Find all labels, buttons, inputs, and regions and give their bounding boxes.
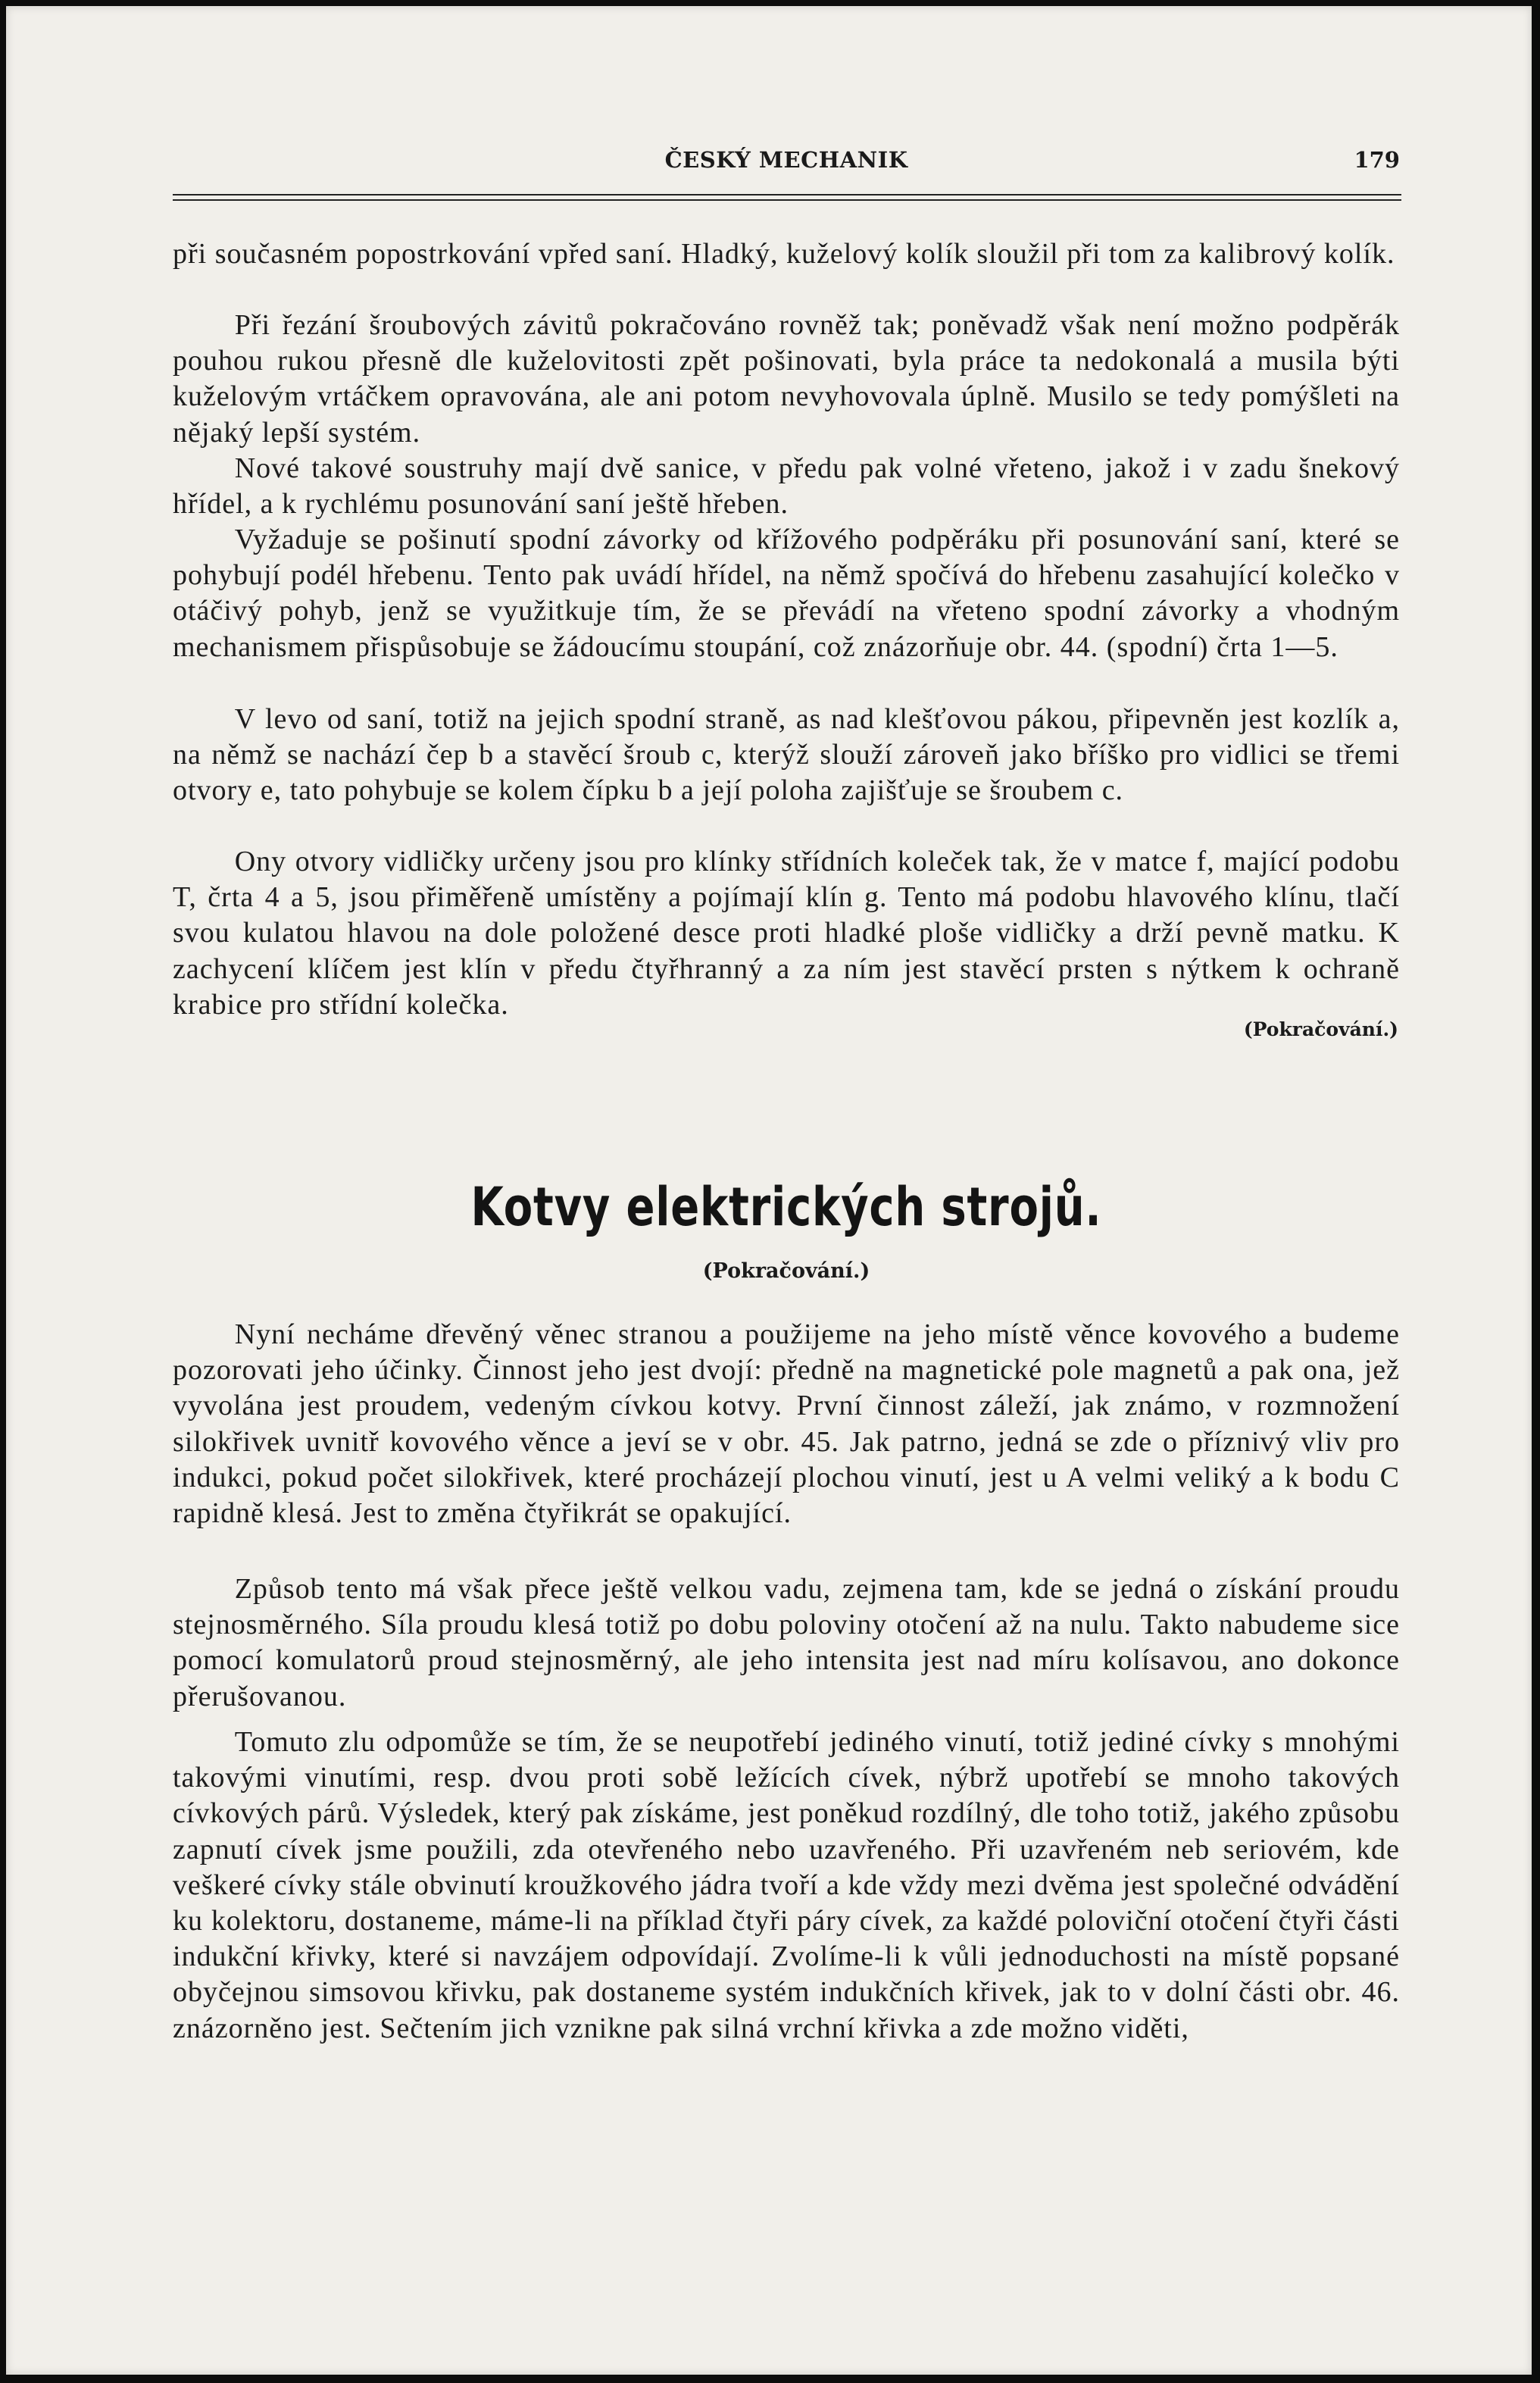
running-head (173, 147, 1400, 177)
header-rule (173, 194, 1401, 201)
article-subtitle: (Pokračování.) (702, 1259, 870, 1283)
paragraph: Při řezání šroubových závitů pokračováno rovněž tak; poněvadž však není možno podpěrák pouhou rukou přesně dle kuželovitosti zpět pošinovati, byla práce ta nedokonalá a musila býti kuželovým vrtáčkem opravována, ale ani potom nevyhovovala úplně. Musilo se tedy pomýšleti na nějaký lepší systém. (173, 309, 1400, 449)
paragraph: Tomuto zlu odpomůže se tím, že se neupotřebí jediného vinutí, totiž jediné cívky s mnohými takovými vinutími, resp. dvou proti sobě ležících cívek, nýbrž upotřebí se mnoho takových cívkových párů. Výsledek, který pak získáme, jest poněkud rozdílný, dle toho totiž, jakého způsobu zapnutí cívek jsme použili, zda otevřeného nebo uzavřeného. Při uzavřeném neb seriovém, kde veškeré cívky stále obvinutí kroužkového jádra tvoří a kde vždy mezi dvěma jest společné odvádění ku kolektoru, dostaneme, máme-li na příklad čtyři páry cívek, za každé poloviční otočení čtyři části indukční křivky, které si navzájem odpovídají. Zvolíme-li k vůli jednoduchosti na místě popsané obyčejnou simsovou křivku, pak dostaneme systém indukčních křivek, jak to v dolní části obr. 46. znázorněno jest. Sečtením jich vznikne pak silná vrchní křivka a zde možno viděti, (173, 1726, 1400, 2044)
paragraph: Způsob tento má však přece ještě velkou vadu, zejmena tam, kde se jedná o získání proudu stejnosměrného. Síla proudu klesá totiž po dobu poloviny otočení až na nulu. Takto nabudeme sice pomocí komulatorů proud stejnosměrný, ale jeho intensita jest nad míru kolísavou, ano dokonce přerušovanou. (173, 1573, 1400, 1712)
page-sheet (6, 6, 1532, 2375)
paragraph: Vyžaduje se pošinutí spodní závorky od křížového podpěráku při posunování saní, které se pohybují podél hřebenu. Tento pak uvádí hřídel, na němž spočívá do hřebenu zasahující kolečko v otáčivý pohyb, jenž se využitkuje tím, že se převádí na vřeteno spodní závorky a vhodným mechanismem přispůsobuje se žádoucímu stoupání, což znázorňuje obr. 44. (spodní) črta 1—5. (173, 524, 1400, 663)
running-title: ČESKÝ MECHANIK (664, 147, 908, 173)
article-title: Kotvy elektrických strojů. (470, 1176, 1102, 1238)
continuation-note: (Pokračování.) (1243, 1018, 1398, 1040)
page-number: 179 (1354, 147, 1400, 173)
paragraph: Nové takové soustruhy mají dvě sanice, v předu pak volné vřeteno, jakož i v zadu šnekový hřídel, a k rychlému posunování saní ještě hřeben. (173, 452, 1400, 521)
paragraph: Nyní necháme dřevěný věnec stranou a použijeme na jeho místě věnce kovového a budeme pozorovati jeho účinky. Činnost jeho jest dvojí: předně na magnetické pole magnetů a pak ona, jež vyvolána jest proudem, vedeným cívkou kotvy. První činnost záleží, jak známo, v rozmnožení silokřivek uvnitř kovového věnce a jeví se v obr. 45. Jak patrno, jedná se zde o příznivý vliv pro indukci, pokud počet silokřivek, které procházejí plochou vinutí, jest u A velmi veliký a k bodu C rapidně klesá. Jest to změna čtyřikrát se opakující. (173, 1318, 1400, 1530)
paragraph: Ony otvory vidličky určeny jsou pro klínky střídních koleček tak, že v matce f, mající podobu T, črta 4 a 5, jsou přiměřeně umístěny a pojímají klín g. Tento má podobu hlavového klínu, tlačí svou kulatou hlavou na dole položené desce proti hladké ploše vidličky a drží pevně matku. K zachycení klíčem jest klín v předu čtyřhranný a za ním jest stavěcí prsten s nýtkem k ochraně krabice pro střídní kolečka. (173, 846, 1400, 1021)
paragraph: při současném popostrkování vpřed saní. Hladký, kuželový kolík sloužil při tom za kalibrový kolík. (173, 238, 1395, 270)
paragraph: V levo od saní, totiž na jejich spodní straně, as nad klešťovou pákou, připevněn jest kozlík a, na němž se nachází čep b a stavěcí šroub c, kterýž slouží zároveň jako bříško pro vidlici se třemi otvory e, tato pohybuje se kolem čípku b a její poloha zajišťuje se šroubem c. (173, 703, 1400, 807)
